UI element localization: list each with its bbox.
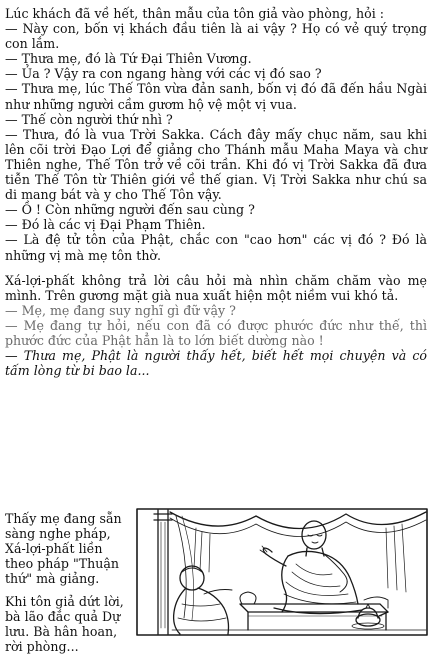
pillar xyxy=(154,510,172,634)
dialogue-line: — Là đệ tử tôn của Phật, chắc con "cao hơn" các vị đó ? Đó là những vị mà mẹ tôn thờ. xyxy=(5,232,427,263)
caption-paragraph: Khi tôn giả dứt lời, bà lão đắc quả Dự lưu. Bà hân hoan, rời phòng... xyxy=(5,594,124,654)
dialogue-line: — Này con, bốn vị khách đầu tiên là ai vậy ? Họ có vẻ quý trọng con lắm. xyxy=(5,21,427,52)
dialogue-line: — Đó là các vị Đại Phạm Thiên. xyxy=(5,217,206,233)
paragraph: Lúc khách đã về hết, thân mẫu của tôn giả vào phòng, hỏi : xyxy=(5,6,385,21)
dialogue-line-italic: — Thưa mẹ, Phật là người thấy hết, biết hết mọi chuyện và có tấm lòng từ bi bao la... xyxy=(5,348,427,379)
mother-figure xyxy=(174,566,232,634)
caption-paragraph: Thấy mẹ đang sẵn sàng nghe pháp, Xá-lợi-phất liền theo pháp "Thuận thứ" mà giảng. xyxy=(5,511,122,586)
main-text xyxy=(5,6,427,378)
teapot xyxy=(352,604,388,629)
dialogue-line: — Thưa, đó là vua Trời Sakka. Cách đây mấy chục năm, sau khi lên cõi trời Đạo Lợi để giảng cho Thánh mẫu Maha Maya và chư Thiên nghe, Thế Tôn trở về cõi trần. Khi đó vị Trời Sakka đã đưa tiễn Thế Tôn từ Thiên giới về thế gian. Vị Trời Sakka như chú sa di mang bát và y cho Thế Tôn vậy. xyxy=(5,126,427,203)
dialogue-line-faded: — Mẹ, mẹ đang suy nghĩ gì đữ vậy ? xyxy=(5,302,236,318)
dialogue-line: — Thưa mẹ, đó là Tứ Đại Thiên Vương. xyxy=(5,51,252,67)
dialogue-line: — Ủa ? Vậy ra con ngang hàng với các vị đó sao ? xyxy=(5,66,322,82)
dialogue-line: — Thế còn người thứ nhì ? xyxy=(5,111,173,127)
monk-figure xyxy=(260,521,362,614)
dialogue-line: — Thưa mẹ, lúc Thế Tôn vừa đản sanh, bốn vị đó đã đến hầu Ngài như những người cầm gươm hộ vệ một vị vua. xyxy=(5,81,427,112)
illustration-drawing xyxy=(136,508,428,636)
couch xyxy=(240,592,388,630)
narration-paragraph: Xá-lợi-phất không trả lời câu hỏi mà nhìn chăm chăm vào mẹ mình. Trên gương mặt già nua xuất hiện một niềm vui khó tả. xyxy=(5,272,427,303)
dialogue-line-faded: — Mẹ đang tự hỏi, nếu con đã có được phước đức như thế, thì phước đức của Phật hẳn là to lớn biết dường nào ! xyxy=(5,317,427,348)
monk-teaching-mother-illustration xyxy=(136,508,428,636)
dialogue-line: — Ồ ! Còn những người đến sau cùng ? xyxy=(5,202,255,218)
caption-text xyxy=(5,511,133,654)
